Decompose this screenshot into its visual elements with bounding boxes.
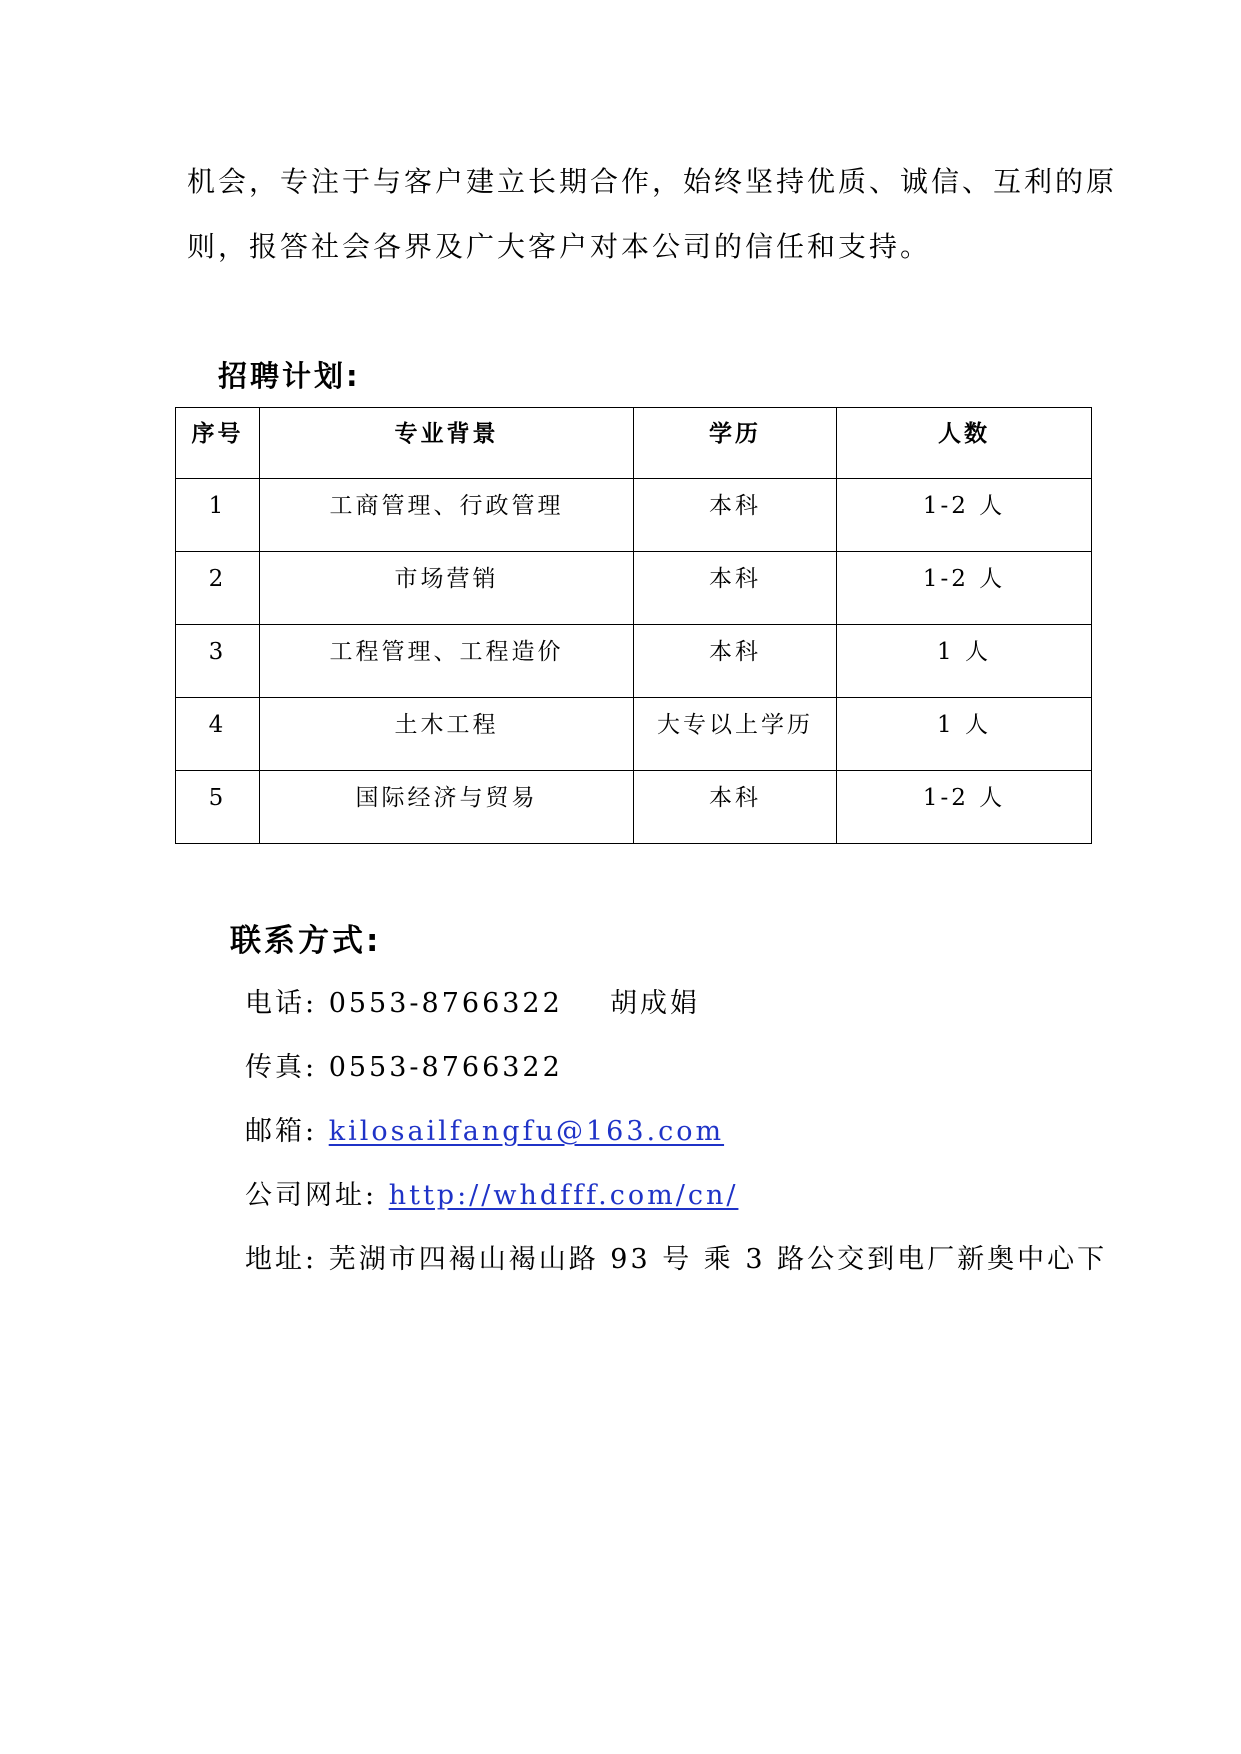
column-header-major: 专业背景 xyxy=(260,408,634,479)
email-label: 邮箱: xyxy=(245,1116,318,1147)
contact-phone xyxy=(245,984,700,1024)
cell-education: 本科 xyxy=(634,771,837,844)
cell-major: 土木工程 xyxy=(260,698,634,771)
recruitment-heading: 招聘计划: xyxy=(218,359,361,393)
cell-no: 3 xyxy=(176,625,260,698)
column-header-count: 人数 xyxy=(837,408,1092,479)
cell-education: 本科 xyxy=(634,625,837,698)
column-header-education: 学历 xyxy=(634,408,837,479)
cell-education: 大专以上学历 xyxy=(634,698,837,771)
fax-value: 0553-8766322 xyxy=(328,1052,563,1083)
cell-education: 本科 xyxy=(634,479,837,552)
phone-value: 0553-8766322 xyxy=(328,988,563,1019)
cell-count: 1 人 xyxy=(837,625,1092,698)
cell-no: 2 xyxy=(176,552,260,625)
fax-label: 传真: xyxy=(245,1052,318,1083)
cell-count: 1-2 人 xyxy=(837,552,1092,625)
cell-major: 工商管理、行政管理 xyxy=(260,479,634,552)
contact-email xyxy=(245,1112,724,1152)
intro-line-2: 则，报答社会各界及广大客户对本公司的信任和支持。 xyxy=(187,230,932,263)
address-value: 芜湖市四褐山褐山路 93 号 乘 3 路公交到电厂新奥中心下 xyxy=(328,1244,1108,1275)
contact-address xyxy=(245,1240,1107,1280)
website-link[interactable]: http://whdfff.com/cn/ xyxy=(388,1180,739,1211)
contact-fax xyxy=(245,1048,563,1088)
cell-education: 本科 xyxy=(634,552,837,625)
recruitment-table xyxy=(175,407,1092,844)
table-row xyxy=(176,625,1092,698)
cell-count: 1-2 人 xyxy=(837,771,1092,844)
cell-count: 1 人 xyxy=(837,698,1092,771)
cell-major: 国际经济与贸易 xyxy=(260,771,634,844)
cell-count: 1-2 人 xyxy=(837,479,1092,552)
address-label: 地址: xyxy=(245,1244,318,1275)
contact-website xyxy=(245,1176,738,1216)
phone-label: 电话: xyxy=(245,988,318,1019)
cell-major: 工程管理、工程造价 xyxy=(260,625,634,698)
phone-person: 胡成娟 xyxy=(609,988,700,1019)
intro-line-1: 机会，专注于与客户建立长期合作，始终坚持优质、诚信、互利的原 xyxy=(187,165,1118,198)
website-label: 公司网址: xyxy=(245,1180,378,1211)
column-header-no: 序号 xyxy=(176,408,260,479)
cell-major: 市场营销 xyxy=(260,552,634,625)
table-row xyxy=(176,698,1092,771)
table-row xyxy=(176,479,1092,552)
email-link[interactable]: kilosailfangfu@163.com xyxy=(328,1116,725,1147)
table-row xyxy=(176,771,1092,844)
table-header-row xyxy=(176,408,1092,479)
cell-no: 1 xyxy=(176,479,260,552)
cell-no: 5 xyxy=(176,771,260,844)
cell-no: 4 xyxy=(176,698,260,771)
contact-heading: 联系方式: xyxy=(230,923,382,959)
table-row xyxy=(176,552,1092,625)
